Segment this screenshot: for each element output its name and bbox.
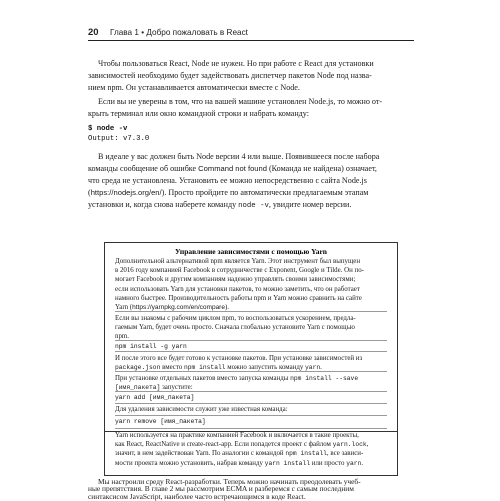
yarn-compare-link[interactable]: https://yarnpkg.com/en/compare: [132, 304, 225, 312]
box-paragraph-4: При установке отдельных пакетов вместо запуска команды npm install --save [имя_пакета] запустите:: [115, 375, 359, 392]
paragraph-1: Чтобы пользоваться React, Node не нужен. Но при работе с React для установки зависимостей необходимо будет задействовать диспетчер пакетов Node под назва- нием npm. Он устанавливается автоматически вместе с Node.: [88, 59, 374, 92]
header-rule: [88, 40, 414, 41]
inline-code: node -v: [238, 202, 269, 210]
inline-message: Command not found: [198, 164, 267, 173]
box-paragraph-5: Для удаления зависимости служит уже известная команда:: [115, 406, 288, 413]
code-command: $ node -v: [88, 125, 128, 133]
bullet: •: [141, 28, 145, 37]
nodejs-link[interactable]: https://nodejs.org/en/: [90, 188, 162, 197]
box-title: Управление зависимостями с помощью Yarn: [175, 247, 327, 256]
chapter-label: Глава 1 • Добро пожаловать в React: [110, 28, 248, 37]
box-paragraph-3: И после этого все будет готово к установке пакетов. При установке зависимостей из package.json вместо npm install можно запустить команду yarn.: [115, 355, 363, 372]
code-block-node-version: [88, 124, 149, 144]
paragraph-2: Если вы не уверены в том, что на вашей машине установлен Node.js, то можно от- крыть терминал или окно командной строки и набрать команду:: [88, 97, 383, 118]
paragraph-4: Мы настроили среду React-разработки. Теперь можно начинать преодолевать учеб- ные препятствия. В главе 2 мы рассмотрим ECMA и разберемся с самым последним синтаксисом JavaScript, наиболее часто встречающимся в коде React.: [88, 477, 361, 501]
running-header: [88, 27, 414, 41]
box-paragraph-1: Дополнительной альтернативой npm является Yarn. Этот инструмент был выпущен в 2016 году компанией Facebook в сотрудничестве с Exponent, Google и Tilde. Он по- могает Facebook и другим компаниям надежно управлять своими зависимостями; если использовать Yarn для установки пакетов, то можно заметить, что он работает намного быстрее. Производительность работы npm и Yarn можно сравнить на сайте Yarn (https://yarnpkg.com/en/compare).: [115, 258, 364, 312]
paragraph-3: В идеале у вас должен быть Node версии 4 или выше. Появившееся после набора команды сообщение об ошибке Command not found (Команда не найдена) означает, что среда не установлена. Установить ее можно непосредственно с сайта Node.js (https://nodejs.org/en/). Просто пройдите по автоматически предлагаемым этапам установки и, когда снова наберете команду node -v, увидите номер версии.: [88, 152, 380, 210]
box-paragraph-2: Если вы знакомы с рабочим циклом npm, то воспользоваться ускорением, предла- гаемым Yarn, будет очень просто. Сначала глобально установите Yarn с помощью npm.: [115, 315, 356, 341]
box-code-yarn-remove: yarn remove [имя_пакета]: [115, 418, 206, 425]
box-code-install-yarn: npm install -g yarn: [115, 343, 187, 350]
code-output: Output: v7.3.0: [88, 135, 150, 143]
box-code-yarn-add: yarn add [имя_пакета]: [115, 394, 195, 401]
page-number: 20: [88, 27, 99, 38]
box-paragraph-6: Yarn используется на практике компанией Facebook и включается в такие проекты, как React, ReactNative и create-react-app. Если попадется проект с файлом yarn.lock, значит, в нем задействован Yarn. По аналогии с командой npm install, все зависи- мости проекта можно установить, набрав команду yarn install или просто yarn.: [115, 432, 369, 467]
